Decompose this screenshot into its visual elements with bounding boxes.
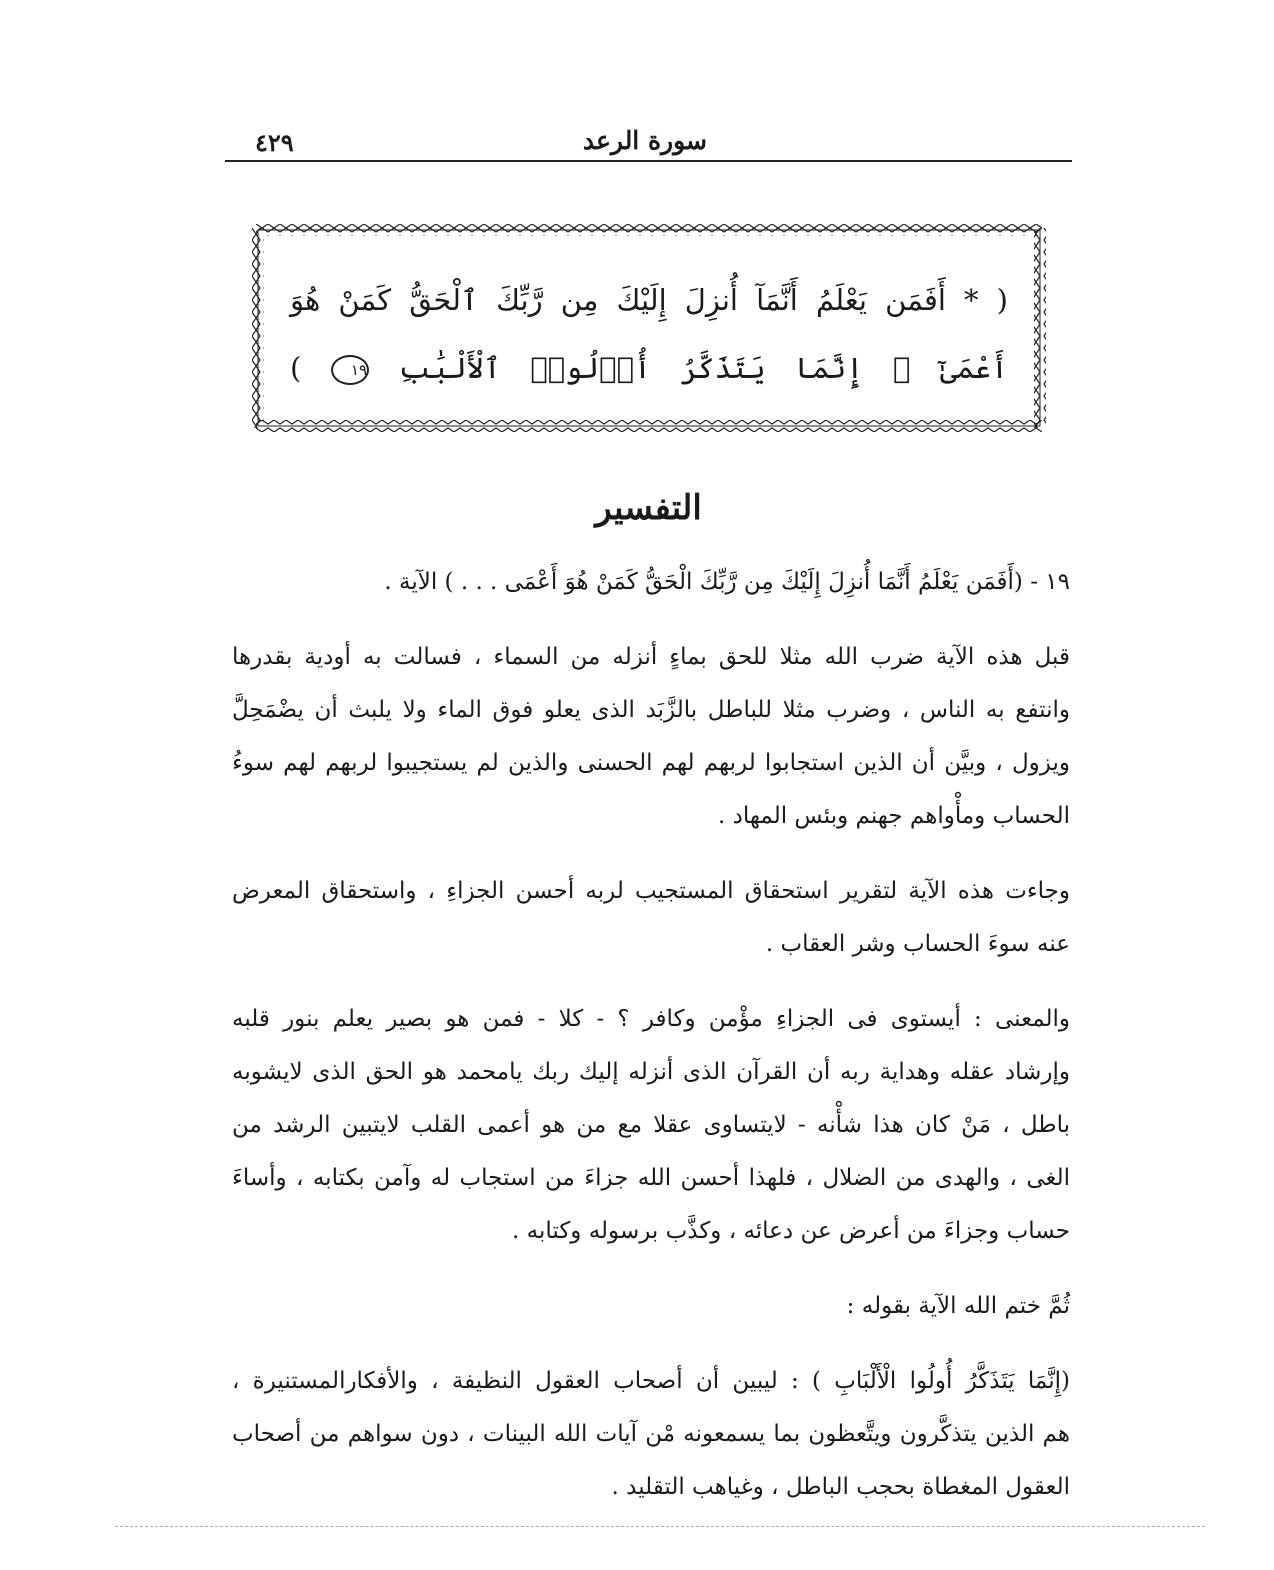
quran-verse [290,266,1008,402]
text-line: الحساب ومأْواهم جهنم وبئس المهاد . [717,803,1070,829]
text-line: ١٩ - (أَفَمَن يَعْلَمُ أَنَّمَا أُنزِلَ إِلَيْكَ مِن رَّبِّكَ الْحَقُّ كَمَنْ هُوَ أَعْمَى . . . ) الآية . [384,569,1070,595]
text-line: عنه سوءَ الحساب وشر العقاب . [765,931,1070,957]
text-line: الغى ، والهدى من الضلال ، فلهذا أحسن الله جزاءَ من استجاب له وآمن بكتابه ، وأساءَ [232,1165,1070,1191]
section-heading: التفسير [595,488,702,528]
running-header [225,118,1072,162]
text-line: (إِنَّمَا يَتَذَكَّرُ أُولُوا الْأَلْبَابِ ) : ليبين أن أصحاب العقول النظيفة ، والأفكارالمستنيرة ، [232,1368,1070,1394]
text-line: حساب وجزاءَ من أعرض عن دعائه ، وكذَّب برسوله وكتابه . [512,1218,1070,1244]
paragraph [232,865,1070,971]
paragraph [232,631,1070,843]
text-line: وانتفع به الناس ، وضرب مثلا للباطل بالزَّبَد الذى يعلو فوق الماء ولا يلبث أن يضْمَحِلَّ [232,697,1070,723]
text-line: العقول المغطاة بحجب الباطل ، وغياهب التقليد . [611,1474,1070,1500]
surah-title: سورة الرعد [582,126,707,155]
page-number: ٤٢٩ [255,128,294,157]
text-line: ثُمَّ ختم الله الآية بقوله : [846,1293,1070,1319]
text-line: والمعنى : أيستوى فى الجزاءِ مؤْمن وكافر ؟ - كلا - فمن هو بصير يعلم بنور قلبه [232,1006,1070,1032]
text-line: وإرشاد عقله وهداية ربه أن القرآن الذى أنزله إليك ربك يامحمد هو الحق الذى لايشوبه [232,1059,1070,1085]
text-line: باطل ، مَنْ كان هذا شأْنه - لايتساوى عقلا مع من هو أعمى القلب لايتبين الرشد من [232,1112,1070,1138]
text-line: ويزول ، وبيَّن أن الذين استجابوا لربهم لهم الحسنى والذين لم يستجيبوا لربهم لهم سوءُ [232,750,1070,776]
verse-frame [250,222,1048,434]
paragraph [232,993,1070,1258]
paragraph [232,1280,1070,1333]
text-line: وجاءت هذه الآية لتقرير استحقاق المستجيب لربه أحسن الجزاءِ ، واستحقاق المعرض [232,878,1070,904]
paragraph [232,1355,1070,1514]
ayah-number-marker: ١٩ [331,355,369,385]
text-line: قبل هذه الآية ضرب الله مثلا للحق بماءٍ أنزله من السماء ، فسالت به أودية بقدرها [232,644,1070,670]
paragraph [232,556,1070,609]
verse-close-paren: ) [290,351,302,385]
verse-line: ( * أَفَمَن يَعْلَمُ أَنَّمَآ أُنزِلَ إِلَيْكَ مِن رَّبِّكَ ٱلْحَقُّ كَمَنْ هُوَ [290,283,1008,317]
verse-line-text: أَعْمَىٰٓ ۚ إِنَّمَا يَتَذَكَّرُ أُو۟لُوا۟ ٱلْأَلْبَٰبِ [398,351,1009,385]
page-bottom-edge [115,1526,1205,1527]
verse-line-2 [290,334,1008,402]
header-rule [225,160,1072,162]
text-line: هم الذين يتذكَّرون ويتَّعظون بما يسمعونه مْن آيات الله البينات ، دون سواهم من أصحاب [232,1421,1070,1447]
commentary-body [232,556,1070,1514]
